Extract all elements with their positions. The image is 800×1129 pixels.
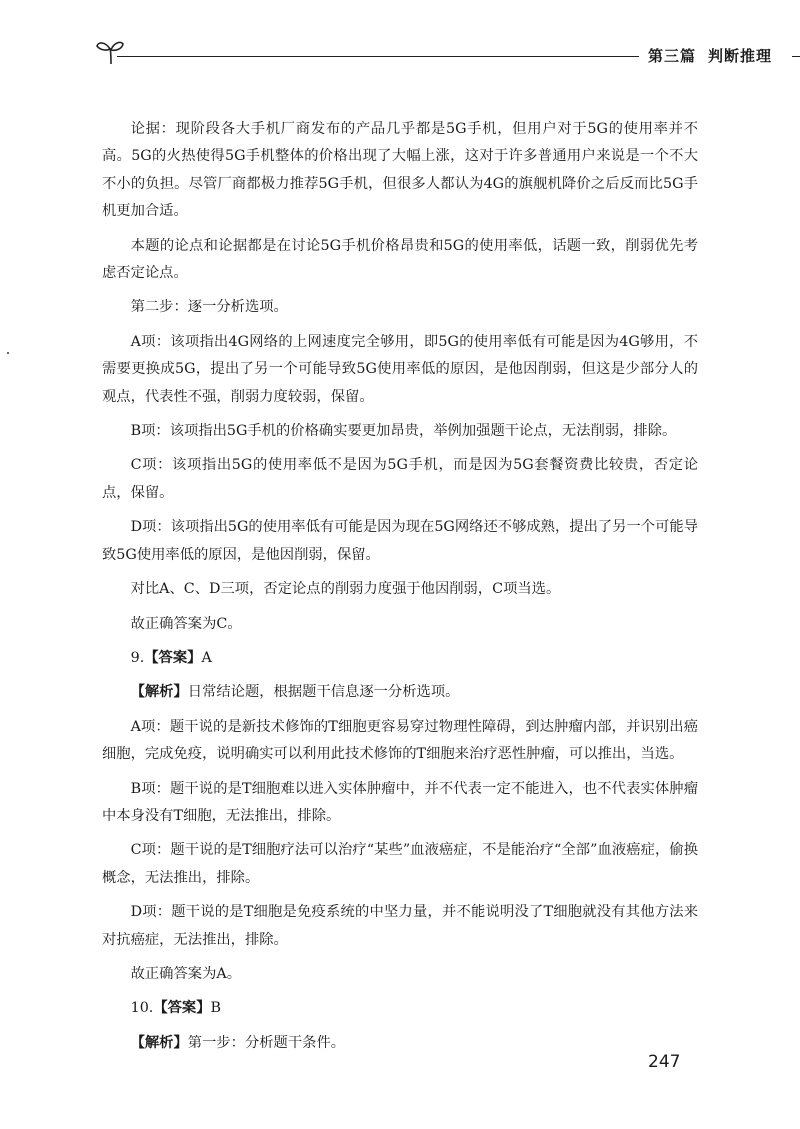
q9-option: A项：题干说的是新技术修饰的T细胞更容易穿过物理性障碍，到达肿瘤内部，并识别出癌细胞，完成免疫，说明确实可以利用此技术修饰的T细胞来治疗恶性肿瘤，可以推出，当选。	[102, 718, 698, 763]
paragraph: A项：该项指出4G网络的上网速度完全够用，即5G的使用率低有可能是因为4G够用，不需要更换成5G，提出了另一个可能导致5G使用率低的原因，是他因削弱，但这是少部分人的观点，代表性不强，削弱力度较弱，保留。	[102, 333, 698, 405]
q9-analysis-line	[102, 679, 698, 706]
header-part: 第三篇	[648, 47, 697, 65]
paragraph: 对比A、C、D三项，否定论点的削弱力度强于他因削弱，C项当选。	[130, 581, 561, 598]
q9-analysis-label: 【解析】	[130, 684, 188, 701]
q10-analysis-line	[102, 1030, 698, 1057]
paragraph: D项：该项指出5G的使用率低有可能是因为现在5G网络还不够成熟，提出了另一个可能导致5G使用率低的原因，是他因削弱，保留。	[102, 519, 698, 563]
q9-analysis-intro: 日常结论题，根据题干信息逐一分析选项。	[187, 684, 460, 701]
header-rule-right	[792, 56, 800, 57]
paragraph: 论据：现阶段各大手机厂商发布的产品几乎都是5G手机，但用户对于5G的使用率并不高。5G的火热使得5G手机整体的价格出现了大幅上涨，这对于许多普通用户来说是一个不大不小的负担。尽管厂商都极力推荐5G手机，但很多人都认为4G的旗舰机降价之后反而比5G手机更加合适。	[102, 121, 698, 220]
q9-number: 9.	[130, 649, 145, 666]
q9-conclusion: 故正确答案为A。	[130, 965, 241, 982]
q10-analysis-label: 【解析】	[130, 1034, 188, 1051]
q9-option: D项：题干说的是T细胞是免疫系统的中坚力量，并不能说明没了T细胞就没有其他方法来对抗癌症，无法推出，排除。	[102, 904, 698, 948]
q9-answer: A	[201, 649, 212, 666]
page-body	[102, 116, 698, 1064]
q9-option: C项：题干说的是T细胞疗法可以治疗“某些”血液癌症，不是能治疗“全部”血液癌症，偷换概念，无法推出，排除。	[102, 842, 698, 886]
q10-number: 10.	[130, 1000, 154, 1017]
q10-answer: B	[210, 1000, 222, 1017]
page-number: 247	[648, 1052, 681, 1072]
paragraph: B项：该项指出5G手机的价格确实要更加昂贵，举例加强题干论点，无法削弱，排除。	[130, 423, 677, 440]
paragraph: 本题的论点和论据都是在讨论5G手机价格昂贵和5G的使用率低，话题一致，削弱优先考虑否定论点。	[102, 237, 698, 282]
q10-answer-label: 【答案】	[153, 1000, 211, 1017]
q9-answer-line	[102, 645, 698, 672]
q9-option: B项：题干说的是T细胞难以进入实体肿瘤中，并不代表一定不能进入，也不代表实体肿瘤中本身没有T细胞，无法推出，排除。	[102, 780, 698, 824]
paragraph: 第二步：逐一分析选项。	[130, 299, 288, 316]
header-rule	[117, 56, 639, 57]
margin-mark	[7, 352, 9, 354]
paragraph: 故正确答案为C。	[130, 615, 242, 632]
header-title: 判断推理	[708, 47, 773, 65]
page-header	[95, 38, 800, 68]
q10-analysis-intro: 第一步：分析题干条件。	[187, 1034, 346, 1051]
paragraph: C项：该项指出5G的使用率低不是因为5G手机，而是因为5G套餐资费比较贵，否定论点，保留。	[102, 457, 698, 501]
q10-answer-line	[102, 995, 698, 1022]
q9-answer-label: 【答案】	[144, 649, 202, 666]
sprout-icon	[95, 38, 129, 66]
header-section-title	[648, 45, 772, 66]
